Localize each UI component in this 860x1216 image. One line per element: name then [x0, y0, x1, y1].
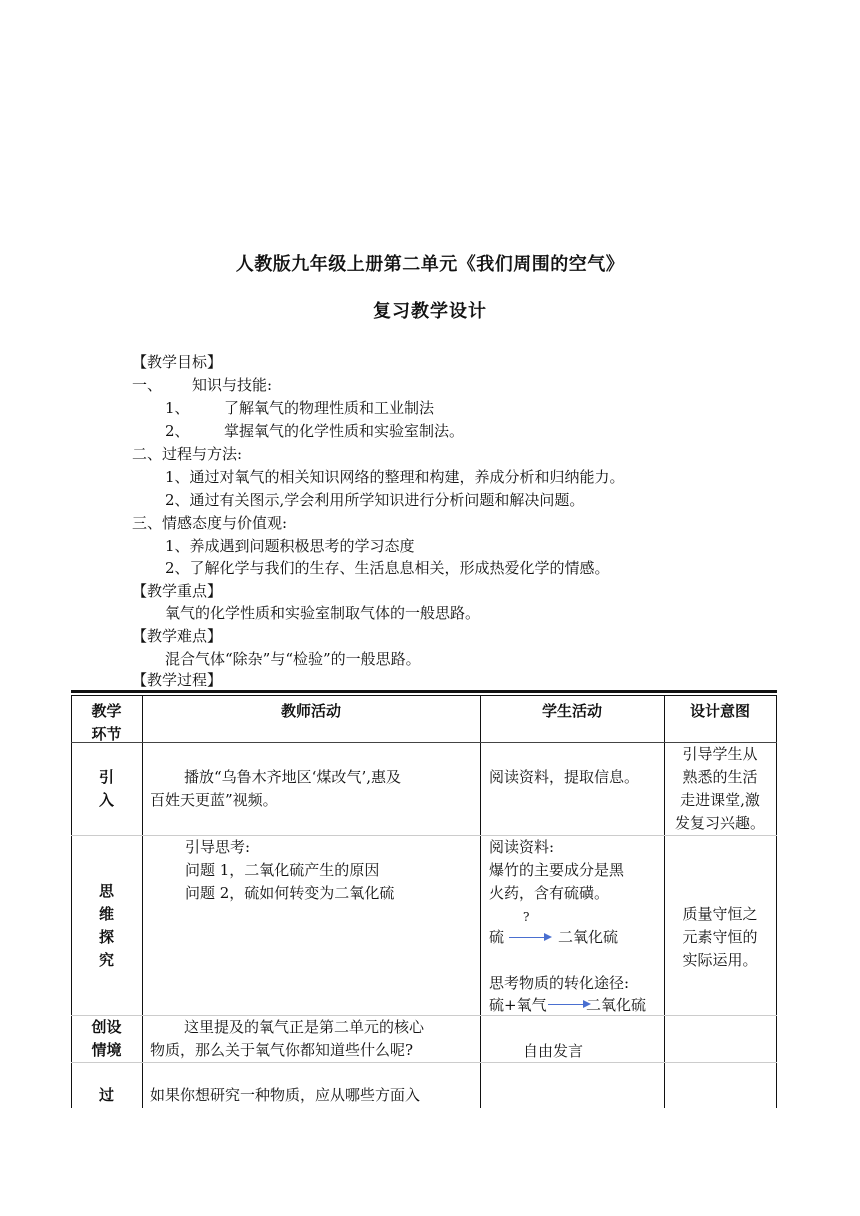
row2-question-mark: ?: [523, 910, 530, 924]
row1-stage: [71, 766, 142, 812]
row3-teacher: [150, 1016, 475, 1062]
row1-intent-line4: 发复习兴趣。: [674, 814, 765, 832]
goal-1-number: 一、: [132, 376, 163, 394]
goal-2-text: 二、过程与方法:: [132, 445, 243, 463]
table-col-border-right: [776, 696, 777, 1108]
row2-student-line1: 阅读资料:: [489, 838, 555, 856]
row3-teacher-line2: 物质，那么关于氧气你都知道些什么呢?: [150, 1041, 414, 1059]
document-subtitle: 复习教学设计: [373, 301, 487, 322]
goal-1-2-number: 2、: [165, 422, 190, 440]
goal-2-1-text: 1、通过对氧气的相关知识网络的整理和构建，养成分析和归纳能力。: [165, 468, 625, 486]
header-design-intent: 设计意图: [689, 702, 750, 720]
row2-student-line5: 思考物质的转化途径:: [489, 974, 630, 992]
document-title: 人教版九年级上册第二单元《我们周围的空气》: [235, 254, 625, 275]
row2-stage-char4: 究: [98, 951, 114, 969]
row1-student: 阅读资料，提取信息。: [489, 768, 640, 786]
row2-eq-left: 硫+氧气: [489, 996, 547, 1014]
row2-stage-char3: 探: [98, 928, 114, 946]
difficulty-text: 混合气体“除杂”与“检验”的一般思路。: [165, 650, 421, 668]
row2-arrow-line-2: [548, 1004, 584, 1005]
header-teacher-activity: 教师活动: [280, 702, 341, 720]
goals-header: 【教学目标】: [132, 353, 223, 371]
row2-teacher: [185, 836, 394, 905]
table-row-border-2: [71, 835, 777, 836]
process-header: 【教学过程】: [132, 671, 223, 689]
row2-student: [489, 836, 624, 905]
table-col-border-1: [142, 696, 143, 1108]
header-stage-line2: 环节: [91, 725, 122, 743]
row2-teacher-line1: 引导思考:: [185, 838, 251, 856]
row2-teacher-line2: 问题 1，二氧化硫产生的原因: [185, 861, 380, 879]
goal-1-text: 知识与技能:: [192, 376, 273, 394]
header-student-activity: 学生活动: [541, 702, 602, 720]
key-point-text: 氧气的化学性质和实验室制取气体的一般思路。: [165, 604, 481, 622]
row1-intent-line3: 走进课堂,激: [680, 791, 760, 809]
row3-stage-line2: 情境: [91, 1041, 122, 1059]
goal-1-2-text: 掌握氧气的化学性质和实验室制法。: [224, 422, 465, 440]
row2-reactant: 硫: [489, 928, 505, 946]
row4-teacher: 如果你想研究一种物质，应从哪些方面入: [150, 1086, 421, 1104]
difficulty-header: 【教学难点】: [132, 627, 223, 645]
goal-3-text: 三、情感态度与价值观:: [132, 514, 288, 532]
row1-teacher: [150, 766, 475, 812]
row1-stage-line1: 引: [98, 768, 114, 786]
goal-1-1-number: 1、: [165, 399, 190, 417]
goal-2-2-text: 2、通过有关图示,学会利用所学知识进行分析问题和解决问题。: [165, 491, 585, 509]
row1-teacher-line1: 播放“乌鲁木齐地区‘煤改气’,惠及: [184, 768, 401, 786]
row2-stage: [71, 880, 142, 972]
row2-arrow-line-1: [509, 937, 545, 938]
row3-student: 自由发言: [523, 1042, 584, 1060]
table-col-border-2: [480, 696, 481, 1108]
row4-stage: 过: [98, 1086, 114, 1104]
row1-intent: [664, 743, 776, 835]
row3-teacher-line1: 这里提及的氧气正是第二单元的核心: [184, 1018, 425, 1036]
header-stage-line1: 教学: [91, 702, 122, 720]
header-stage: [71, 700, 142, 746]
row2-intent-line2: 元素守恒的: [682, 928, 758, 946]
row2-student-line2: 爆竹的主要成分是黑: [489, 861, 625, 879]
key-point-header: 【教学重点】: [132, 582, 223, 600]
goal-3-2-text: 2、了解化学与我们的生存、生活息息相关，形成热爱化学的情感。: [165, 559, 610, 577]
row1-stage-line2: 入: [98, 791, 114, 809]
row2-intent: [664, 903, 776, 972]
row2-student-line3: 火药，含有硫磺。: [489, 884, 610, 902]
goal-1-1-text: 了解氧气的物理性质和工业制法: [224, 399, 435, 417]
row2-product: 二氧化硫: [558, 928, 619, 946]
row3-stage: [71, 1016, 142, 1062]
table-row-border-4: [71, 1062, 777, 1063]
row1-intent-line2: 熟悉的生活: [682, 768, 758, 786]
row1-teacher-line2: 百姓天更蓝”视频。: [150, 791, 278, 809]
row2-stage-char2: 维: [98, 905, 114, 923]
goal-3-1-text: 1、养成遇到问题积极思考的学习态度: [165, 537, 415, 555]
table-top-thin-rule: [71, 695, 777, 696]
row2-stage-char1: 思: [98, 882, 114, 900]
row2-arrow-head-1: [544, 933, 552, 941]
row2-intent-line3: 实际运用。: [682, 951, 758, 969]
row2-teacher-line3: 问题 2，硫如何转变为二氧化硫: [185, 884, 395, 902]
row2-intent-line1: 质量守恒之: [682, 905, 758, 923]
row2-eq-right: 二氧化硫: [586, 996, 647, 1014]
row3-stage-line1: 创设: [91, 1018, 122, 1036]
table-top-thick-rule: [71, 690, 777, 693]
row1-intent-line1: 引导学生从: [682, 745, 758, 763]
